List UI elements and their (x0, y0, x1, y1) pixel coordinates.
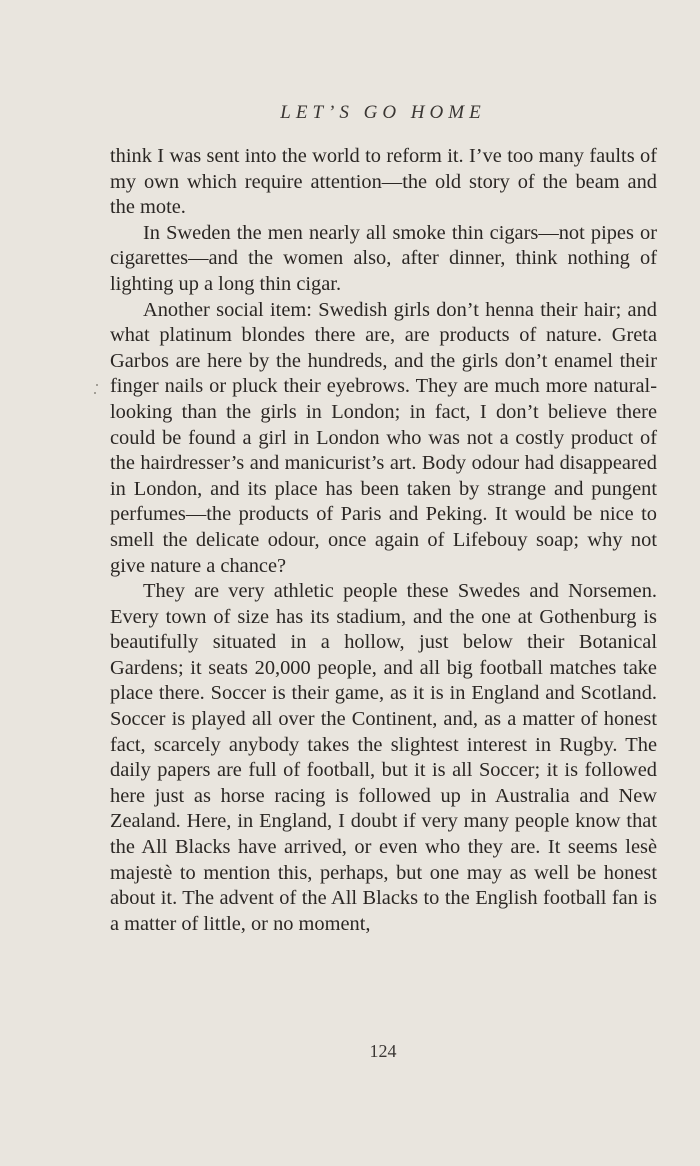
paragraph-cigars: In Sweden the men nearly all smoke thin cigars—not pipes or cigarettes—and the women also, after dinner, think nothing of lighting up a long thin cigar. (110, 221, 657, 295)
paragraph-swedish-girls: Another social item: Swedish girls don’t henna their hair; and what platinum blondes there are, are products of nature. Greta Garbos are here by the hundreds, and the girls don’t enamel their finger nails or pluck their eyebrows. They are much more natural-looking than the girls in London; in fact, I don’t believe there could be found a girl in London who was not a costly product of the hairdresser’s and manicurist’s art. Body odour had disappeared in London, and its place has been taken by strange and pungent perfumes—the products of Paris and Peking. It would be nice to smell the delicate odour, once again of Lifebouy soap; why not give nature a chance? (110, 298, 657, 577)
page-number: 124 (369, 1041, 397, 1061)
running-head: LET’S GO HOME (280, 102, 486, 123)
paragraph-athletics: They are very athletic people these Swedes and Norsemen. Every town of size has its stadium, and the one at Gothenburg is beautifully situated in a hollow, just below their Botanical Gardens; it seats 20,000 people, and all big football matches take place there. Soccer is their game, as it is in England and Scotland. Soccer is played all over the Continent, and, as a matter of honest fact, scarcely anybody takes the slightest interest in Rugby. The daily papers are full of football, but it is all Soccer; it is followed here just as horse racing is followed up in Australia and New Zealand. Here, in England, I doubt if very many people know that the All Blacks have arrived, or even who they are. It seems lesè majestè to mention this, perhaps, but one may as well be honest about it. The advent of the All Blacks to the English football fan is a matter of little, or no moment, (110, 580, 657, 935)
margin-speck (96, 384, 98, 386)
paragraph-continuation: think I was sent into the world to reform it. I’ve too many faults of my own which require attention—the old story of the beam and the mote. (110, 145, 657, 219)
margin-speck (94, 392, 96, 394)
body-text (110, 144, 657, 937)
